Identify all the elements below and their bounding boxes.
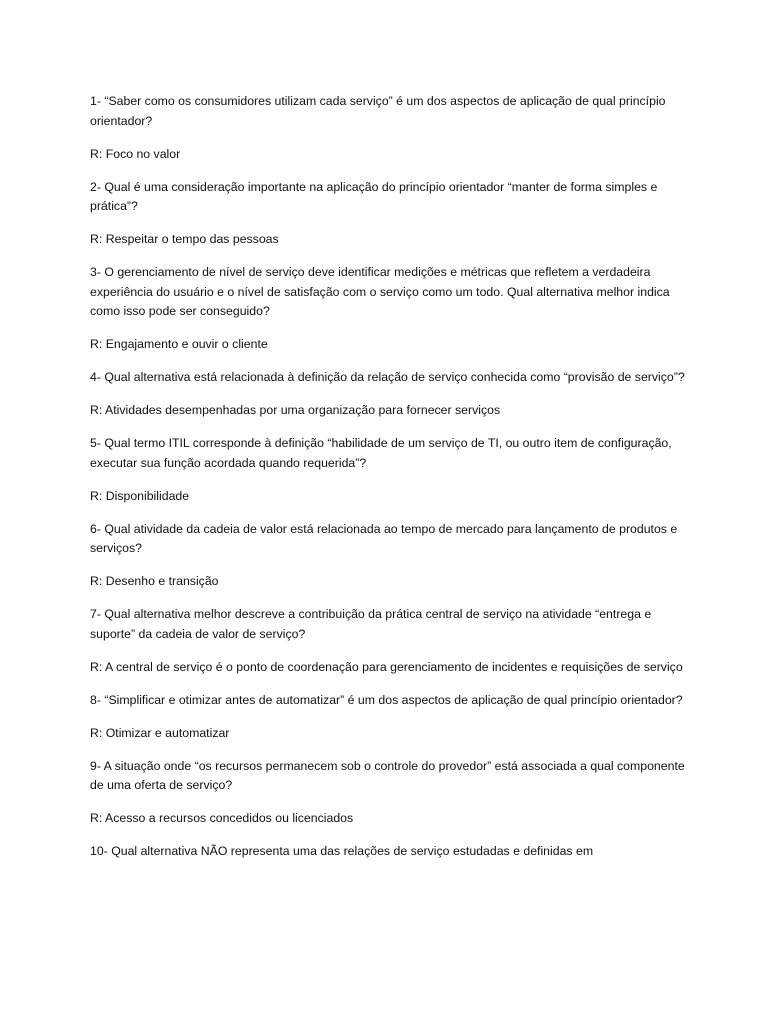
answer-3: R: Engajamento e ouvir o cliente — [90, 337, 268, 351]
question-2: 2- Qual é uma consideração importante na aplicação do princípio orientador “manter de forma simples e prática”? — [90, 179, 658, 213]
answer-1: R: Foco no valor — [90, 146, 181, 161]
question-6: 6- Qual atividade da cadeia de valor está relacionada ao tempo de mercado para lançamento de produtos e serviços? — [90, 521, 678, 555]
answer-4: R: Atividades desempenhadas por uma organização para fornecer serviços — [90, 403, 501, 417]
question-9: 9- A situação onde “os recursos permanecem sob o controle do provedor” está associada a qual componente de uma oferta de serviço? — [90, 758, 685, 792]
question-10: 10- Qual alternativa NÃO representa uma das relações de serviço estudadas e definidas em — [90, 844, 594, 858]
answer-8: R: Otimizar e automatizar — [90, 725, 230, 740]
question-4: 4- Qual alternativa está relacionada à definição da relação de serviço conhecida como “provisão de serviço”? — [90, 370, 685, 384]
answer-2: R: Respeitar o tempo das pessoas — [90, 232, 279, 246]
question-8: 8- “Simplificar e otimizar antes de automatizar” é um dos aspectos de aplicação de qual princípio orientador? — [90, 692, 683, 707]
question-1: 1- “Saber como os consumidores utilizam cada serviço” é um dos aspectos de aplicação de qual princípio orientador? — [90, 94, 666, 128]
question-7: 7- Qual alternativa melhor descreve a contribuição da prática central de serviço na atividade “entrega e suporte” da cadeia de valor de serviço? — [90, 607, 652, 641]
answer-5: R: Disponibilidade — [90, 488, 190, 503]
answer-6: R: Desenho e transição — [90, 574, 219, 588]
question-5: 5- Qual termo ITIL corresponde à definição “habilidade de um serviço de TI, ou outro item de configuração, executar sua função acordada quando requerida”? — [90, 436, 672, 470]
answer-7: R: A central de serviço é o ponto de coordenação para gerenciamento de incidentes e requisições de serviço — [90, 659, 683, 674]
question-3: 3- O gerenciamento de nível de serviço deve identificar medições e métricas que refletem a verdadeira experiência do usuário e o nível de satisfação com o serviço como um todo. Qual alternativa melhor indica como isso pode ser conseguido? — [90, 265, 670, 318]
document-body — [90, 92, 690, 875]
answer-9: R: Acesso a recursos concedidos ou licenciados — [90, 811, 354, 825]
